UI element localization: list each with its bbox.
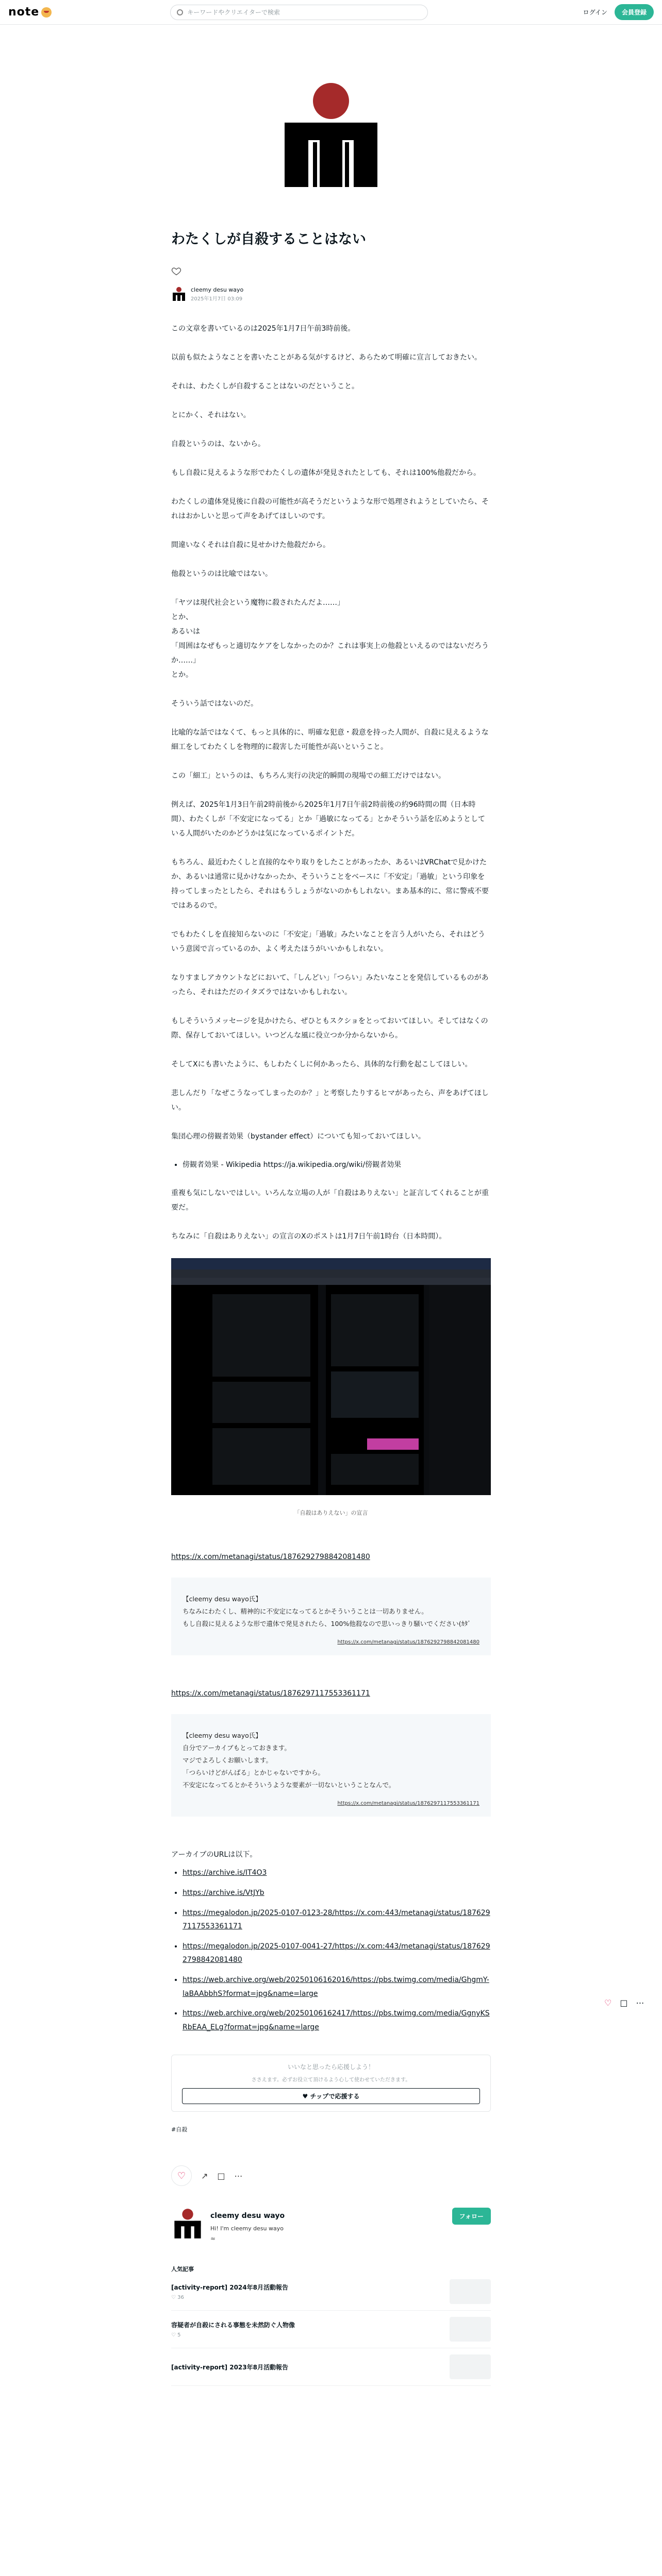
creator-bio: Hi! I'm cleemy desu wayo bbox=[210, 2225, 284, 2232]
paragraph: そういう話ではないのだ。 bbox=[171, 699, 258, 708]
popular-item-title: [activity-report] 2023年8月活動報告 bbox=[171, 2363, 288, 2371]
embed-line: 不安定になってるとかそういうような要素が一切ないということなんで。 bbox=[183, 1781, 395, 1789]
action-row bbox=[171, 2165, 491, 2186]
follow-button[interactable]: フォロー bbox=[452, 2208, 491, 2225]
logo-text: note bbox=[8, 6, 40, 19]
paragraph: 集団心理の傍観者効果（bystander effect）についても知っておいてほしい。 bbox=[171, 1132, 425, 1141]
paragraph: なりすましアカウントなどにおいて、「しんどい」「つらい」みたいなことを発信しているものがあったら、それはただのイタズラではないかもしれない。 bbox=[171, 973, 489, 996]
paragraph: この文章を書いているのは2025年1月7日午前3時前後。 bbox=[171, 324, 355, 333]
paragraph: 重複も気にしないではしい。いろんな立場の人が「自殺はありえない」と証言してくれることが重要だ。 bbox=[171, 1189, 489, 1212]
hashtag[interactable]: #自殺 bbox=[171, 2126, 188, 2133]
embed-line: 【cleemy desu wayo氏】 bbox=[183, 1595, 262, 1603]
tip-button-label: チップで応援する bbox=[310, 2093, 360, 2100]
quote-line: あるいは bbox=[171, 627, 200, 636]
quote-line: 「ヤツは現代社会という魔物に殺されたんだよ……」 bbox=[171, 598, 344, 607]
archive-item bbox=[183, 1940, 491, 1967]
quote-line: とか。 bbox=[171, 670, 193, 679]
screenshot-caption: 「自殺はありえない」の宣言 bbox=[294, 1510, 368, 1517]
avatar[interactable] bbox=[171, 286, 187, 302]
popular-item-text bbox=[171, 2283, 288, 2300]
note-logo[interactable] bbox=[8, 6, 52, 19]
paragraph: 比喩的な話ではなくて、もっと具体的に、明確な犯意・殺意を持った人間が、自殺に見えるような細工をしてわたくしを物理的に殺害した可能性が高いということ。 bbox=[171, 728, 489, 751]
archive-link[interactable]: https://web.archive.org/web/20250106162016/https://pbs.twimg.com/media/GhgmY-laBAAbbhS?format=jpg&name=large bbox=[183, 1975, 489, 1998]
author-row bbox=[171, 286, 491, 302]
paragraph: 間違いなくそれは自殺に見せかけた他殺だから。 bbox=[171, 540, 330, 549]
author-logo-icon bbox=[282, 81, 380, 190]
header-actions bbox=[583, 4, 654, 20]
heart-icon: ♡ bbox=[177, 2170, 186, 2181]
popular-item-title: 容疑者が自殺にされる事態を未然防ぐ人物像 bbox=[171, 2321, 295, 2329]
post-date: 2025年1月7日 03:09 bbox=[191, 296, 243, 302]
likes-count: 5 bbox=[177, 2332, 181, 2338]
popular-heading: 人気記事 bbox=[171, 2266, 194, 2273]
archive-link[interactable]: https://megalodon.jp/2025-0107-0123-28/https://x.com:443/metanagi/status/1876297117553361171 bbox=[183, 1908, 490, 1931]
embed-line: マジでよろしくお願いします。 bbox=[183, 1756, 273, 1765]
archive-item bbox=[183, 1973, 491, 2001]
archive-link[interactable]: https://megalodon.jp/2025-0107-0041-27/https://x.com:443/metanagi/status/1876292798842081480 bbox=[183, 1942, 490, 1964]
popular-item-likes: ♡ 5 bbox=[171, 2332, 181, 2338]
paragraph: わたくしの遺体発見後に自殺の可能性が高そうだというような形で処理されようとしていたら、それはおかしいと思って声をあげてほしいのです。 bbox=[171, 497, 489, 520]
paragraph: 悲しんだり「なぜこうなってしまったのか？」と考察したりするヒマがあったら、声をあげてほしい。 bbox=[171, 1089, 489, 1112]
embed-line: 自分でアーカイブもとっておきます。 bbox=[183, 1744, 291, 1752]
signup-button[interactable]: 会員登録 bbox=[615, 4, 654, 20]
embed-url[interactable]: https://x.com/metanagi/status/1876297117553361171 bbox=[171, 1689, 370, 1698]
popular-item-text bbox=[171, 2320, 295, 2338]
embed-line: 【cleemy desu wayo氏】 bbox=[183, 1732, 262, 1740]
comment-icon[interactable]: □ bbox=[217, 2171, 225, 2181]
creator-name[interactable]: cleemy desu wayo bbox=[210, 2212, 285, 2221]
reference-list bbox=[183, 1158, 491, 1172]
popular-item[interactable] bbox=[171, 2273, 491, 2311]
logo-face-icon bbox=[41, 7, 52, 18]
bookmark-icon[interactable]: □ bbox=[620, 1998, 628, 2008]
embed-card[interactable] bbox=[171, 1578, 491, 1655]
paragraph: そしてXにも書いたように、もしわたくしに何かあったら、具体的な行動を起こしてほしい。 bbox=[171, 1060, 472, 1069]
creator-card bbox=[171, 2208, 491, 2242]
embed-line: 「つらいけどがんばる」とかじゃないですから。 bbox=[183, 1769, 325, 1777]
archive-link[interactable]: https://web.archive.org/web/20250106162417/https://pbs.twimg.com/media/GgnyKSRbEAA_ELg?format=jpg&name=large bbox=[183, 2009, 490, 2031]
support-title: いいなと思ったら応援しよう！ bbox=[287, 2063, 374, 2071]
paragraph: 例えば、2025年1月3日午前2時前後から2025年1月7日午前2時前後の約96時間の間（日本時間）、わたくしが「不安定になってる」とか「過敏になってる」とかそういう話を広めようとしている人間がいたのかどうかは気になっているポイントだ。 bbox=[171, 800, 485, 838]
quote-line: 「周囲はなぜもっと適切なケアをしなかったのか？これは事実上の他殺といえるのではないだろうか……」 bbox=[171, 641, 489, 665]
popular-item[interactable] bbox=[171, 2311, 491, 2348]
quote-line: とか、 bbox=[171, 613, 193, 621]
paragraph: もちろん、最近わたくしと直接的なやり取りをしたことがあったか、あるいはVRChatで見かけたか、あるいは通常に見かけなかったか、そういうことをベースに「不安定」「過敏」という印象を持ってしまったとしたら、それはもうしょうがないのかもしれない。まあ基本的に、常に警戒不要ではあるので。 bbox=[171, 858, 489, 910]
support-box bbox=[171, 2055, 491, 2112]
archive-item bbox=[183, 1886, 491, 1900]
popular-item-text bbox=[171, 2363, 288, 2371]
x-post-screenshot-image[interactable] bbox=[171, 1258, 491, 1495]
paragraph: それは、わたくしが自殺することはないのだということ。 bbox=[171, 382, 359, 391]
embed-line: ちなみにわたくし、精神的に不安定になってるとかそういうことは一切ありません。 bbox=[183, 1607, 428, 1616]
article-title: わたくしが自殺することはない bbox=[171, 231, 366, 247]
login-link[interactable]: ログイン bbox=[583, 9, 607, 16]
archive-item bbox=[183, 1906, 491, 1934]
popular-item-thumbnail bbox=[450, 2317, 491, 2342]
rss-icon[interactable]: ≈ bbox=[210, 2235, 216, 2243]
paragraph: 他殺というのは比喩ではない。 bbox=[171, 569, 272, 578]
paragraph: ちなみに「自殺はありえない」の宣言のXのポストは1月7日午前1時台（日本時間）。 bbox=[171, 1232, 446, 1241]
popular-item-thumbnail bbox=[450, 2354, 491, 2379]
search-icon bbox=[177, 9, 183, 15]
share-icon[interactable]: ↗ bbox=[201, 2171, 208, 2181]
support-desc: ささえます。必ずお役立て頂けるよう心して使わせていただきます。 bbox=[251, 2077, 411, 2083]
paragraph: でもわたくしを直接知らないのに「不安定」「過敏」みたいなことを言う人がいたら、それはどういう意図で言っているのか、よく考えたほうがいいかもしれない。 bbox=[171, 930, 485, 953]
likes-count: 36 bbox=[177, 2295, 184, 2301]
avatar[interactable] bbox=[171, 2208, 204, 2241]
top-bar bbox=[0, 0, 662, 25]
article-body bbox=[171, 321, 491, 2035]
embed-link[interactable]: https://x.com/metanagi/status/1876292798842081480 bbox=[337, 1639, 479, 1646]
quote-block bbox=[171, 596, 491, 682]
more-icon[interactable]: ⋯ bbox=[234, 2171, 243, 2181]
embed-line: もし自殺に見えるような形で遺体で発見されたら、100%他殺なので思いっきり騒いでください(ｶﾀﾞ bbox=[183, 1620, 471, 1628]
tip-icon: ♥ bbox=[302, 2093, 310, 2100]
embed-link[interactable]: https://x.com/metanagi/status/1876297117553361171 bbox=[337, 1801, 479, 1807]
embed-card[interactable] bbox=[171, 1714, 491, 1817]
paragraph: この「細工」というのは、もちろん実行の決定的瞬間の現場での細工だけではない。 bbox=[171, 771, 445, 780]
popular-item[interactable] bbox=[171, 2348, 491, 2386]
search-placeholder: キーワードやクリエイターで検索 bbox=[187, 9, 280, 16]
embed-url[interactable]: https://x.com/metanagi/status/1876292798842081480 bbox=[171, 1553, 370, 1562]
popular-item-likes: ♡ 36 bbox=[171, 2295, 184, 2301]
heart-icon[interactable] bbox=[171, 266, 181, 276]
archive-link[interactable]: https://archive.is/IT4O3 bbox=[183, 1869, 267, 1877]
floating-actions bbox=[604, 1998, 644, 2008]
popular-list bbox=[171, 2273, 491, 2386]
paragraph: もしそういうメッセージを見かけたら、ぜひともスクショをとっておいてほしい。そしてはなくの際、保存しておいてほしい。いつどんな風に役立つか分からないから。 bbox=[171, 1016, 488, 1040]
author-meta bbox=[191, 286, 243, 302]
eyecatch-image bbox=[171, 81, 491, 190]
archive-item bbox=[183, 1866, 491, 1880]
reference-link[interactable]: • 傍観者効果 - Wikipedia https://ja.wikipedia.org/wiki/傍観者効果 bbox=[183, 1158, 491, 1172]
archive-heading: アーカイブのURLは以下。 bbox=[171, 1851, 257, 1859]
search-input[interactable] bbox=[170, 5, 428, 20]
archive-list bbox=[183, 1866, 491, 2034]
tip-button[interactable] bbox=[182, 2088, 480, 2104]
embedded-screenshot bbox=[171, 1258, 491, 1519]
paragraph: とにかく、それはない。 bbox=[171, 411, 251, 419]
popular-item-thumbnail bbox=[450, 2279, 491, 2304]
like-button[interactable] bbox=[171, 2165, 192, 2186]
more-icon[interactable]: ⋯ bbox=[636, 1998, 644, 2008]
heart-icon[interactable]: ♡ bbox=[604, 1998, 612, 2008]
article bbox=[171, 81, 491, 2386]
paragraph: 自殺というのは、ないから。 bbox=[171, 439, 265, 448]
creator-info bbox=[210, 2208, 446, 2242]
paragraph: もし自殺に見えるような形でわたくしの遺体が発見されたとしても、それは100%他殺だから。 bbox=[171, 468, 481, 477]
author-name[interactable]: cleemy desu wayo bbox=[191, 286, 244, 293]
archive-item bbox=[183, 2007, 491, 2034]
paragraph: 以前も似たようなことを書いたことがある気がするけど、あらためて明確に宣言しておきたい。 bbox=[171, 353, 482, 362]
archive-link[interactable]: https://archive.is/VtJYb bbox=[183, 1888, 264, 1897]
popular-item-title: [activity-report] 2024年8月活動報告 bbox=[171, 2284, 288, 2292]
